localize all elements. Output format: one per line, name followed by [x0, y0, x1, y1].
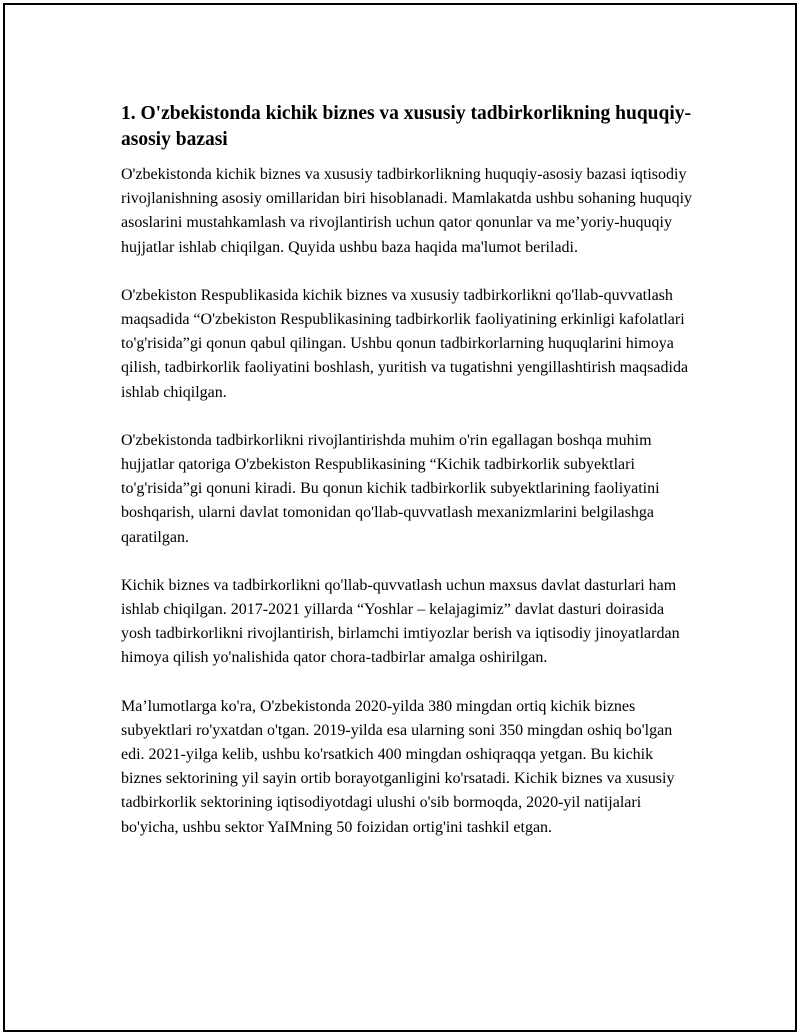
- paragraph: Ma’lumotlarga ko'ra, O'zbekistonda 2020-yilda 380 mingdan ortiq kichik biznes subyektlari ro'yxatdan o'tgan. 2019-yilda esa ularning soni 350 mingdan oshiq bo'lgan edi. 2021-yilga kelib, ushbu ko'rsatkich 400 mingdan oshiqraqqa yetgan. Bu kichik biznes sektorining yil sayin ortib borayotganligini ko'rsatadi. Kichik biznes va xususiy tadbirkorlik sektorining iqtisodiyotdagi ulushi o'sib bormoqda, 2020-yil natijalari bo'yicha, ushbu sektor YaIMning 50 foizidan ortig'ini tashkil etgan.: [121, 697, 675, 836]
- paragraph: O'zbekistonda kichik biznes va xususiy tadbirkorlikning huquqiy-asosiy bazasi iqtisodiy rivojlanishning asosiy omillaridan biri hisoblanadi. Mamlakatda ushbu sohaning huquqiy asoslarini mustahkamlash va rivojlantirish uchun qator qonunlar va me’yoriy-huquqiy hujjatlar ishlab chiqilgan. Quyida ushbu baza haqida ma'lumot beriladi.: [121, 166, 693, 256]
- document-body: [121, 101, 695, 840]
- paragraph: O'zbekistonda tadbirkorlikni rivojlantirishda muhim o'rin egallagan boshqa muhim hujjatlar qatoriga O'zbekiston Respublikasining “Kichik tadbirkorlik subyektlari to'g'risida”gi qonuni kiradi. Bu qonun kichik tadbirkorlik subyektlarining faoliyatini boshqarish, ularni davlat tomonidan qo'llab-quvvatlash mexanizmlarini belgilashga qaratilgan.: [121, 431, 660, 546]
- page-frame: [3, 3, 797, 1032]
- document-title: 1. O'zbekistonda kichik biznes va xususiy tadbirkorlikning huquqiy-asosiy bazasi: [121, 103, 692, 150]
- paragraph: Kichik biznes va tadbirkorlikni qo'llab-quvvatlash uchun maxsus davlat dasturlari ham ishlab chiqilgan. 2017-2021 yillarda “Yoshlar – kelajagimiz” davlat dasturi doirasida yosh tadbirkorlikni rivojlantirish, birlamchi imtiyozlar berish va iqtisodiy jinoyatlardan himoya qilish yo'nalishida qator chora-tadbirlar amalga oshirilgan.: [121, 576, 680, 667]
- paragraph: O'zbekiston Respublikasida kichik biznes va xususiy tadbirkorlikni qo'llab-quvvatlash maqsadida “O'zbekiston Respublikasining tadbirkorlik faoliyatining erkinligi kafolatlari to'g'risida”gi qonun qabul qilingan. Ushbu qonun tadbirkorlarning huquqlarini himoya qilish, tadbirkorlik faoliyatini boshlash, yuritish va tugatishni yengillashtirish maqsadida ishlab chiqilgan.: [121, 286, 689, 401]
